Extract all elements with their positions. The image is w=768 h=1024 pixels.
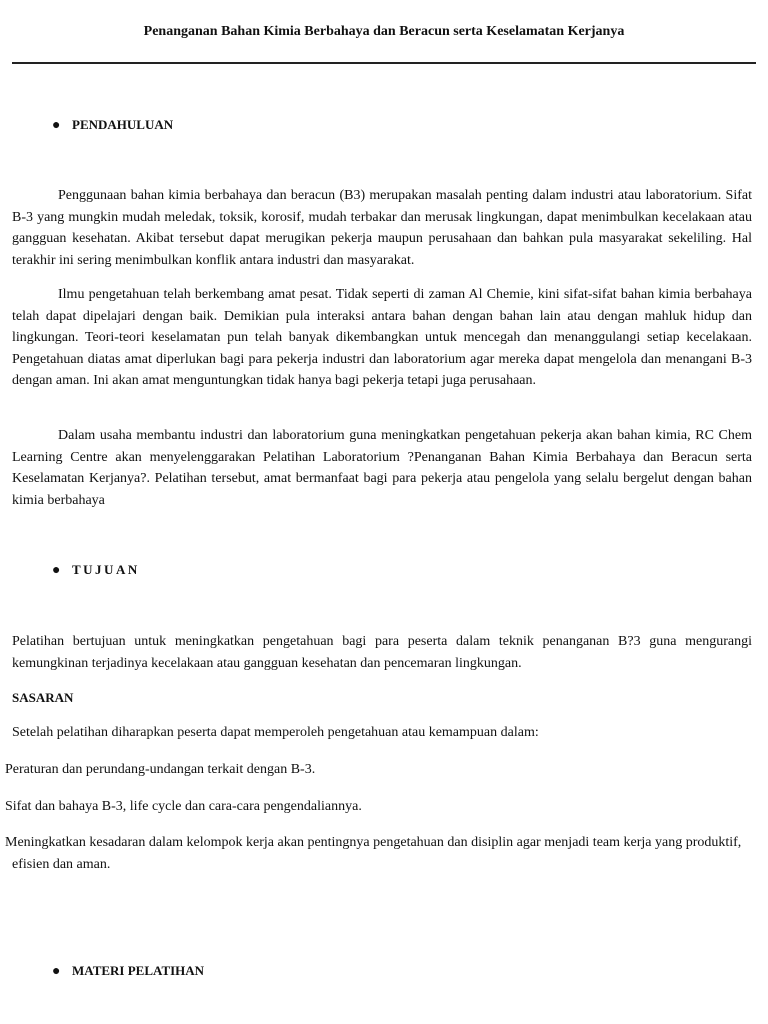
section-heading-materi-pelatihan: [52, 963, 204, 980]
heading-text: TUJUAN: [72, 562, 140, 577]
pendahuluan-paragraph-3: Dalam usaha membantu industri dan laboratorium guna meningkatkan pengetahuan pekerja akan bahan kimia, RC Chem Learning Centre akan menyelenggarakan Pelatihan Laboratorium ?Penanganan Bahan Kimia Berbahaya dan Beracun serta Keselamatan Kerjanya?. Pelatihan tersebut, amat bermanfaat bagi para pekerja atau pengelola yang selalu bergelut dengan bahan kimia berbahaya: [12, 428, 752, 508]
sasaran-intro: Setelah pelatihan diharapkan peserta dapat memperoleh pengetahuan atau kemampuan dalam:: [12, 725, 539, 740]
sasaran-item-2: Sifat dan bahaya B-3, life cycle dan cara-cara pengendaliannya.: [5, 799, 362, 814]
bullet-icon: ●: [52, 118, 61, 133]
heading-text: MATERI PELATIHAN: [72, 963, 205, 978]
document-title: Penanganan Bahan Kimia Berbahaya dan Beracun serta Keselamatan Kerjanya: [143, 24, 625, 39]
pendahuluan-paragraph-1: Penggunaan bahan kimia berbahaya dan beracun (B3) merupakan masalah penting dalam industri atau laboratorium. Sifat B-3 yang mungkin mudah meledak, toksik, korosif, mudah terbakar dan merusak lingkungan, dapat menimbulkan kecelakaan atau gangguan kesehatan. Akibat tersebut dapat merugikan pekerja maupun perusahaan dan bahkan pula masyarakat sekeliling. Hal terakhir ini sering menimbulkan konflik antara industri dan masyarakat.: [12, 188, 752, 268]
sasaran-heading: SASARAN: [12, 690, 74, 705]
bullet-icon: ●: [52, 563, 61, 578]
title-divider: [12, 62, 756, 64]
pendahuluan-paragraph-2: Ilmu pengetahuan telah berkembang amat pesat. Tidak seperti di zaman Al Chemie, kini sifat-sifat bahan kimia berbahaya telah dapat dipelajari dengan baik. Demikian pula interaksi antara bahan dengan bahan lain atau dengan mahluk hidup dan lingkungan. Teori-teori keselamatan pun telah banyak dikembangkan untuk mencegah dan menanggulangi setiap kecelakaan. Pengetahuan diatas amat diperlukan bagi para pekerja industri dan laboratorium agar mereka dapat mengelola dan menangani B-3 dengan aman. Ini akan amat menguntungkan tidak hanya bagi pekerja tetapi juga perusahaan.: [12, 287, 752, 388]
heading-text: PENDAHULUAN: [72, 117, 174, 132]
sasaran-item-3: Meningkatkan kesadaran dalam kelompok kerja akan pentingnya pengetahuan dan disiplin agar menjadi team kerja yang produktif, efisien dan aman.: [5, 835, 742, 872]
tujuan-paragraph: Pelatihan bertujuan untuk meningkatkan pengetahuan bagi para peserta dalam teknik penanganan B?3 guna mengurangi kemungkinan terjadinya kecelakaan atau gangguan kesehatan dan pencemaran lingkungan.: [12, 634, 752, 671]
bullet-icon: ●: [52, 964, 61, 979]
sasaran-item-1: Peraturan dan perundang-undangan terkait dengan B-3.: [5, 762, 316, 777]
section-heading-pendahuluan: [52, 117, 173, 134]
section-heading-tujuan: [52, 562, 140, 579]
